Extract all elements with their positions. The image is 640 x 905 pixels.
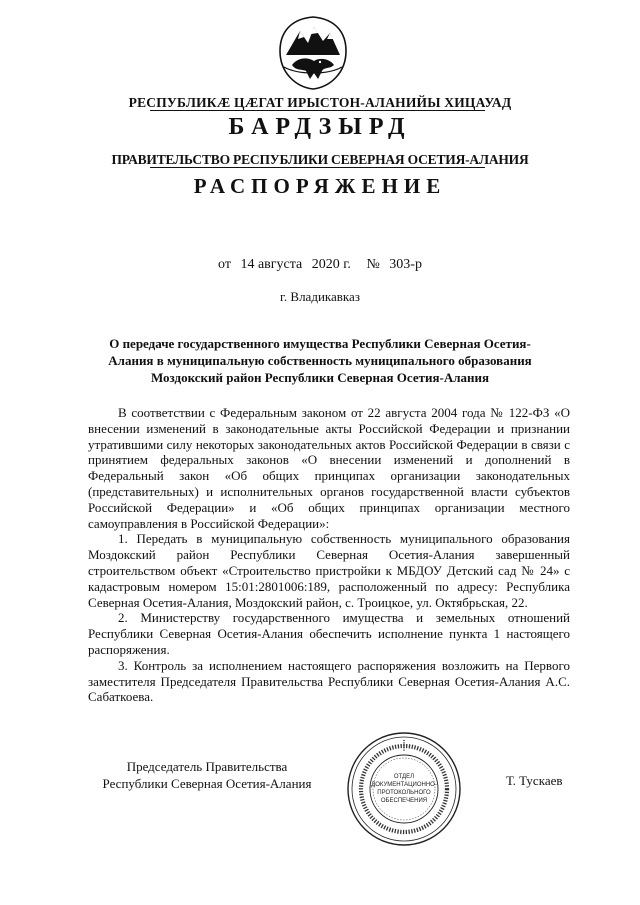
date-year: 2020 г. (311, 257, 351, 272)
date-prefix: от (218, 257, 231, 272)
header-divider-bottom (150, 167, 485, 168)
svg-text:ПРОТОКОЛЬНОГО: ПРОТОКОЛЬНОГО (377, 790, 431, 796)
clause-3-paragraph: 3. Контроль за исполнением настоящего распоряжения возложить на Первого заместителя Председателя Правительства Республики Северная Осетия-Алания А.С. Сабаткоева. (88, 657, 570, 705)
clause-2-paragraph: 2. Министерству государственного имущества и земельных отношений Республики Северная Осетия-Алания обеспечить исполнение пункта 1 настоящего распоряжения. (88, 610, 570, 657)
signatory-position (92, 758, 322, 792)
signatory-name: Т. Тускаев (506, 773, 563, 788)
republic-ossetian-heading: РЕСПУБЛИКӔ ЦӔГАТ ИРЫСТОН-АЛАНИЙЫ ХИЦАУАД (128, 95, 512, 110)
svg-text:ОТДЕЛ: ОТДЕЛ (393, 774, 415, 780)
svg-text:ДОКУМЕНТАЦИОННО-: ДОКУМЕНТАЦИОННО- (371, 782, 437, 788)
header-divider-top (150, 110, 485, 111)
signatory-position-line-1: Председатель Правительства (126, 759, 288, 774)
document-body (88, 405, 570, 705)
document-title: О передаче государственного имущества Республики Северная Осетия-Алания в муниципальную собственность муниципального образования Моздокский район Республики Северная Осетия-Алания (108, 336, 532, 385)
signatory-position-line-2: Республики Северная Осетия-Алания (102, 776, 312, 791)
clause-1-paragraph: 1. Передать в муниципальную собственность муниципального образования Моздокский район Республики Северная Осетия-Алания завершенный строительством объект «Строительство пристройки к МБДОУ Детский сад № 24» с кадастровым номером 15:01:2801006:189, расположенный по адресу: Республика Северная Осетия-Алания, Моздокский район, с. Троицкое, ул. Октябрьская, 22. (88, 531, 570, 610)
doc-type-russian: РАСПОРЯЖЕНИЕ (193, 174, 447, 198)
document-number: 303-р (389, 257, 422, 272)
date-value: 14 августа (240, 257, 303, 272)
coat-of-arms-emblem (278, 15, 348, 90)
svg-text:ОБЕСПЕЧЕНИЯ: ОБЕСПЕЧЕНИЯ (380, 798, 428, 804)
number-sign: № (366, 257, 380, 272)
city-line: г. Владикавказ (280, 289, 360, 304)
preamble-paragraph: В соответствии с Федеральным законом от 22 августа 2004 года № 122-ФЗ «О внесении изменений в законодательные акты Российской Федерации и признании утратившими силу некоторых законодательных актов Российской Федерации в связи с принятием федеральных законов «О внесении изменений и дополнений в Федеральный закон «Об общих принципах организации законодательных (представительных) и исполнительных органов государственной власти субъектов Российской Федерации» и «Об общих принципах организации местного самоуправления в Российской Федерации»: (88, 405, 570, 531)
date-number-line (0, 257, 640, 273)
official-seal-stamp (345, 730, 463, 848)
government-heading: ПРАВИТЕЛЬСТВО РЕСПУБЛИКИ СЕВЕРНАЯ ОСЕТИЯ-АЛАНИЯ (111, 152, 529, 167)
doc-type-ossetian: БАРДЗЫРД (228, 114, 412, 140)
